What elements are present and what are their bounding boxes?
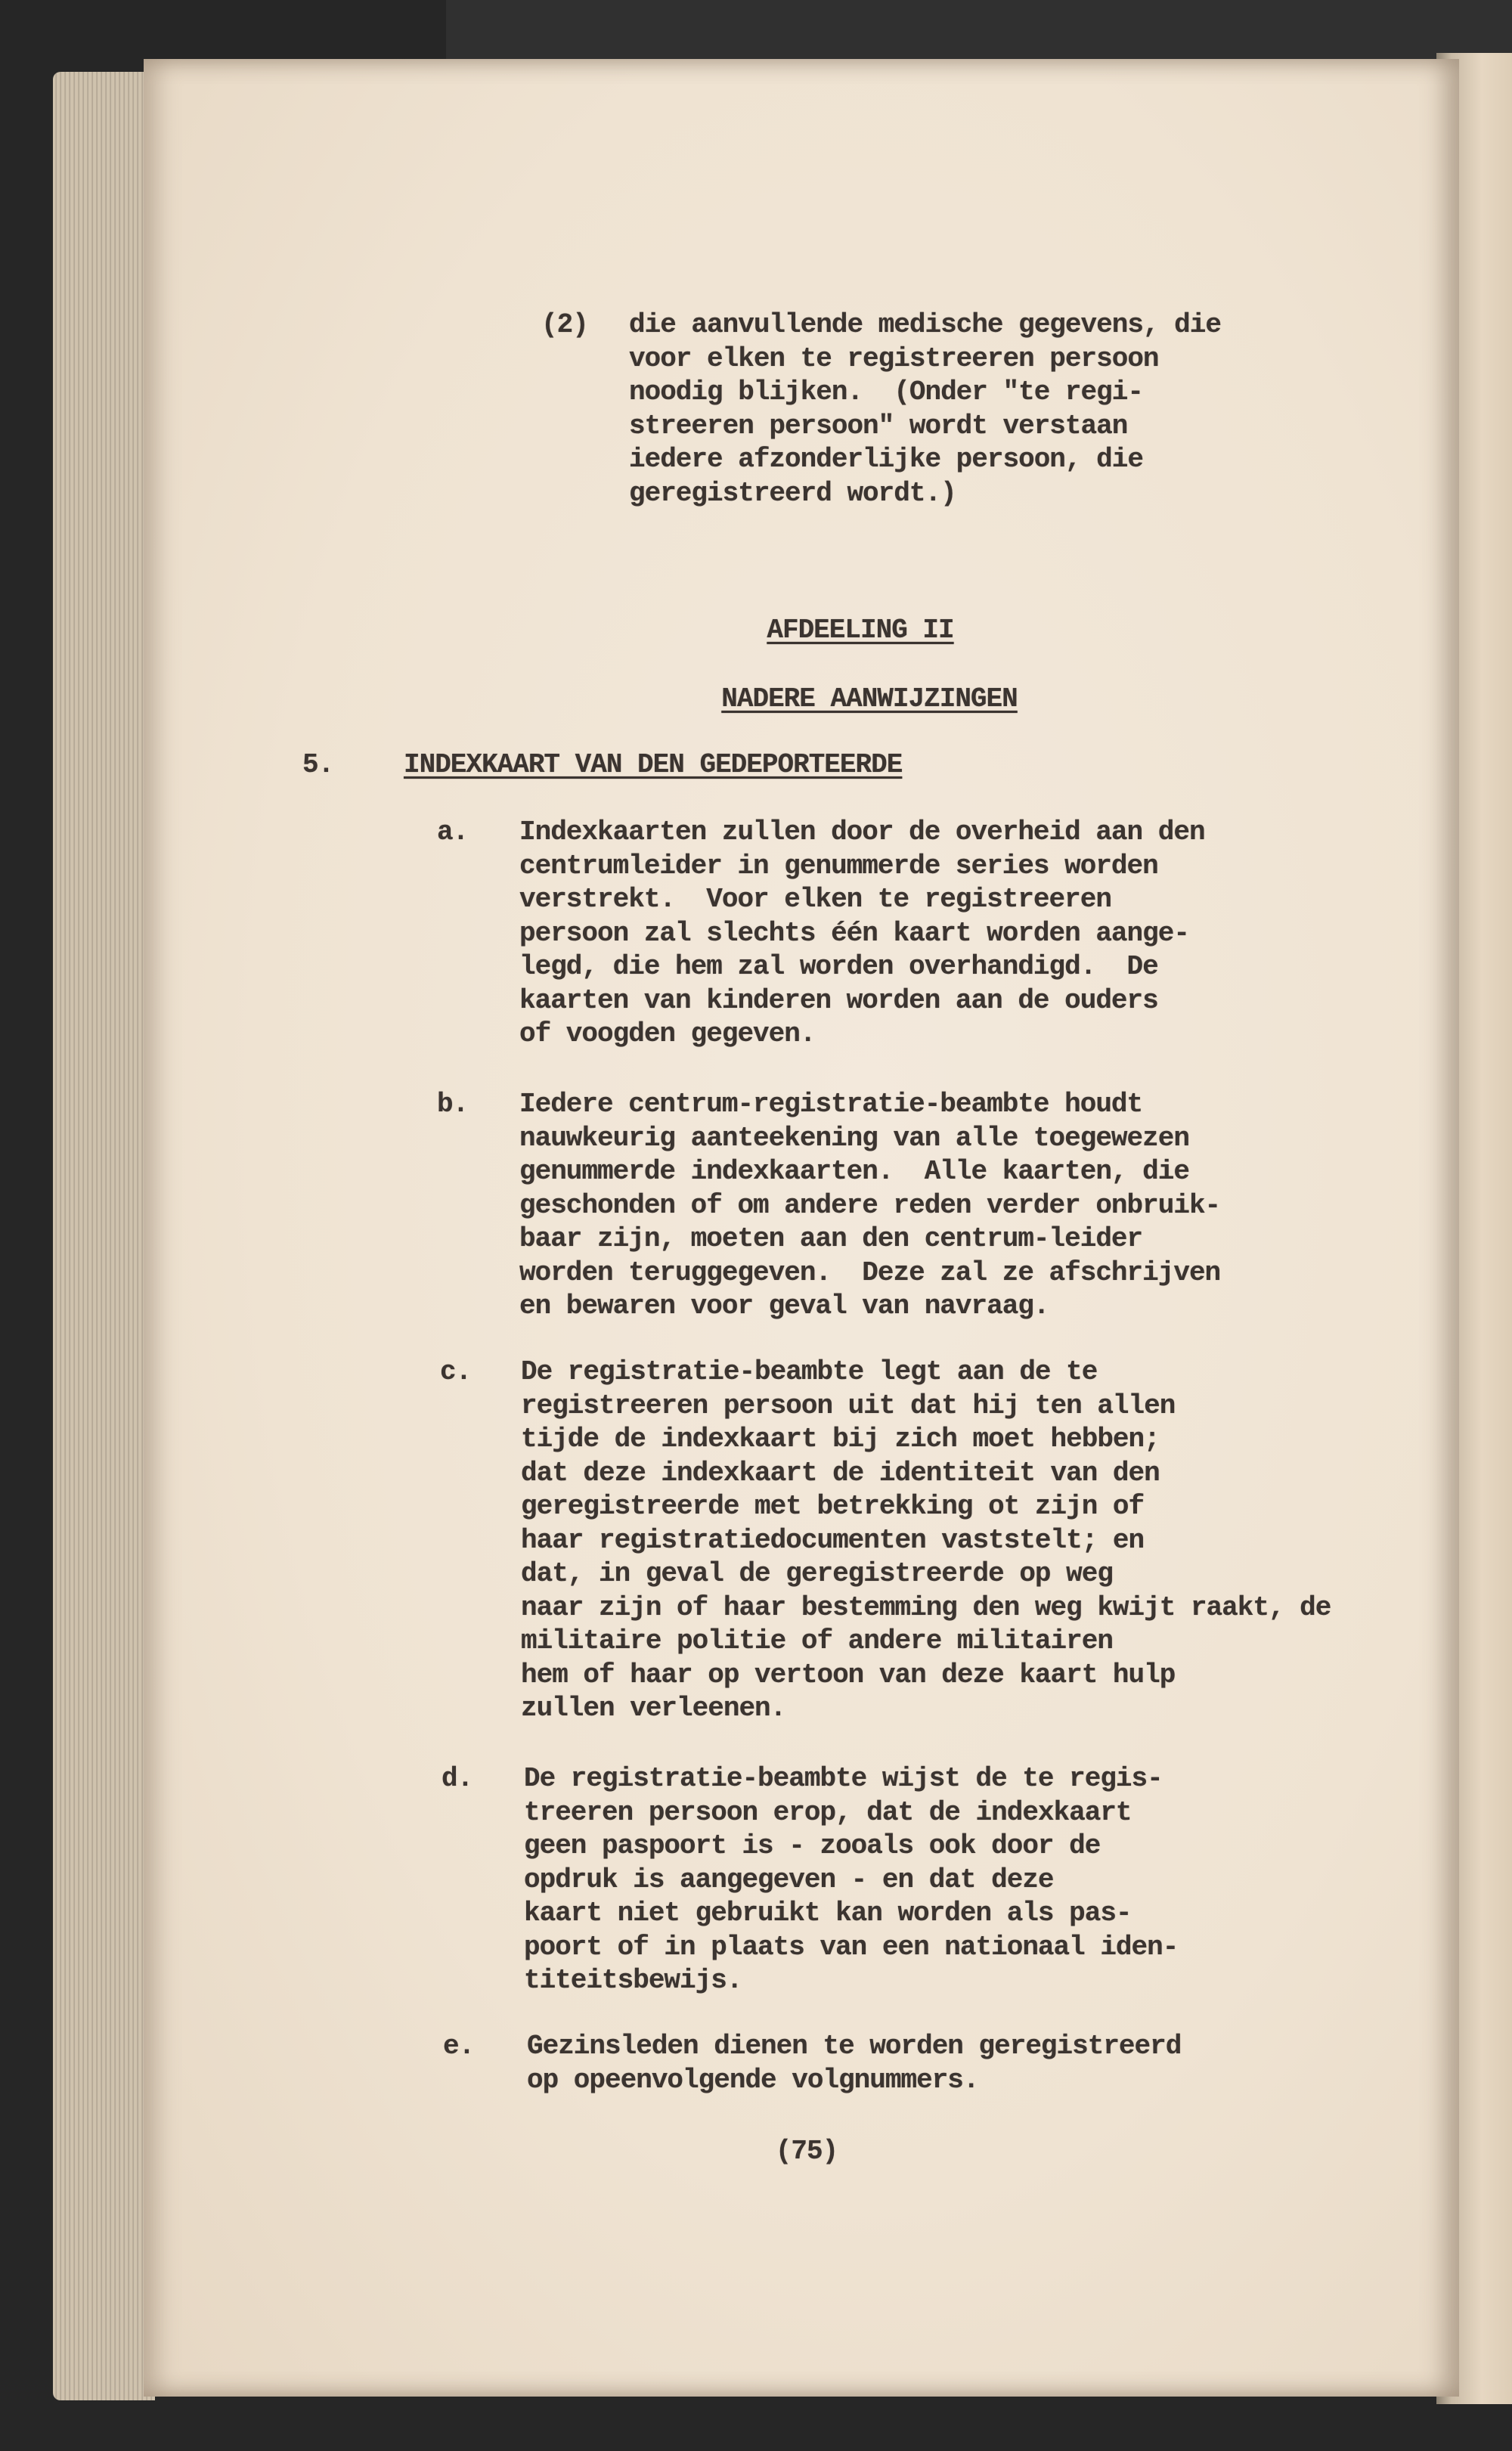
text-line: militaire politie of andere militairen <box>521 1625 1113 1656</box>
item-2-text <box>629 308 1221 510</box>
text-line: geen paspoort is - zooals ook door de <box>524 1830 1101 1861</box>
text-line: geregistreerde met betrekking ot zijn of <box>521 1491 1145 1522</box>
paragraph-a-label: a. <box>437 816 469 847</box>
text-line: Iedere centrum-registratie-beambte houdt <box>519 1089 1143 1120</box>
text-line: treeren persoon erop, dat de indexkaart <box>524 1796 1132 1828</box>
paragraph-a-text <box>519 816 1205 1052</box>
text-line: op opeenvolgende volgnummers. <box>527 2064 979 2096</box>
page-stack-edge <box>53 72 155 2400</box>
text-line: streeren persoon" wordt verstaan <box>629 410 1128 442</box>
text-line: opdruk is aangegeven - en dat deze <box>524 1864 1054 1895</box>
text-line: Indexkaarten zullen door de overheid aan den <box>519 816 1205 847</box>
text-line: verstrekt. Voor elken te registreeren <box>519 884 1111 915</box>
text-line: nauwkeurig aanteekening van alle toegewezen <box>519 1122 1189 1154</box>
text-line: dat deze indexkaart de identiteit van den <box>521 1457 1160 1489</box>
text-line: titeitsbewijs. <box>524 1965 742 1996</box>
text-line: en bewaren voor geval van navraag. <box>519 1291 1049 1322</box>
text-line: voor elken te registreeren persoon <box>629 342 1159 374</box>
text-line: haar registratiedocumenten vaststelt; en <box>521 1524 1145 1556</box>
text-line: worden teruggegeven. Deze zal ze afschrijven <box>519 1256 1221 1288</box>
paragraph-d-text <box>524 1762 1178 1998</box>
section-subheading: NADERE AANWIJZINGEN <box>721 683 1018 714</box>
text-line: hem of haar op vertoon van deze kaart hulp <box>521 1659 1176 1690</box>
text-line: kaarten van kinderen worden aan de ouders <box>519 984 1158 1016</box>
paragraph-e-text <box>527 2030 1181 2097</box>
text-line: die aanvullende medische gegevens, die <box>629 309 1221 340</box>
text-line: geschonden of om andere reden verder onbruik- <box>519 1189 1221 1221</box>
paragraph-c-text <box>521 1356 1331 1726</box>
text-line: iedere afzonderlijke persoon, die <box>629 444 1143 475</box>
text-line: legd, die hem zal worden overhandigd. De <box>519 951 1158 982</box>
text-line: De registratie-beambte wijst de te regis- <box>524 1763 1163 1794</box>
text-line: De registratie-beambte legt aan de te <box>521 1356 1098 1387</box>
text-line: zullen verleenen. <box>521 1693 786 1724</box>
paragraph-d-label: d. <box>442 1763 473 1794</box>
text-line: dat, in geval de geregistreerde op weg <box>521 1558 1113 1589</box>
item-2-label: (2) <box>541 309 588 340</box>
chapter-title: INDEXKAART VAN DEN GEDEPORTEERDE <box>404 749 903 780</box>
text-line: noodig blijken. (Onder "te regi- <box>629 376 1143 407</box>
text-line: persoon zal slechts één kaart worden aange- <box>519 917 1189 949</box>
chapter-number: 5. <box>302 749 334 780</box>
page-number: (75) <box>775 2136 838 2167</box>
text-line: naar zijn of haar bestemming den weg kwijt raakt, de <box>521 1591 1331 1623</box>
scan-background <box>446 0 1512 60</box>
paragraph-c-label: c. <box>440 1356 472 1387</box>
text-line: tijde de indexkaart bij zich moet hebben; <box>521 1424 1160 1455</box>
text-line: genummerde indexkaarten. Alle kaarten, die <box>519 1156 1189 1187</box>
text-line: of voogden gegeven. <box>519 1018 816 1049</box>
text-line: kaart niet gebruikt kan worden als pas- <box>524 1898 1132 1929</box>
text-line: centrumleider in genummerde series worden <box>519 850 1158 882</box>
paragraph-b-text <box>519 1088 1220 1324</box>
paragraph-e-label: e. <box>443 2031 475 2062</box>
text-line: Gezinsleden dienen te worden geregistreerd <box>527 2031 1182 2062</box>
text-line: geregistreerd wordt.) <box>629 477 956 509</box>
paragraph-b-label: b. <box>437 1089 469 1120</box>
text-line: registreeren persoon uit dat hij ten allen <box>521 1390 1176 1421</box>
section-heading: AFDEELING II <box>767 615 954 646</box>
text-line: poort of in plaats van een nationaal iden- <box>524 1931 1179 1963</box>
text-line: baar zijn, moeten aan den centrum-leider <box>519 1223 1143 1254</box>
